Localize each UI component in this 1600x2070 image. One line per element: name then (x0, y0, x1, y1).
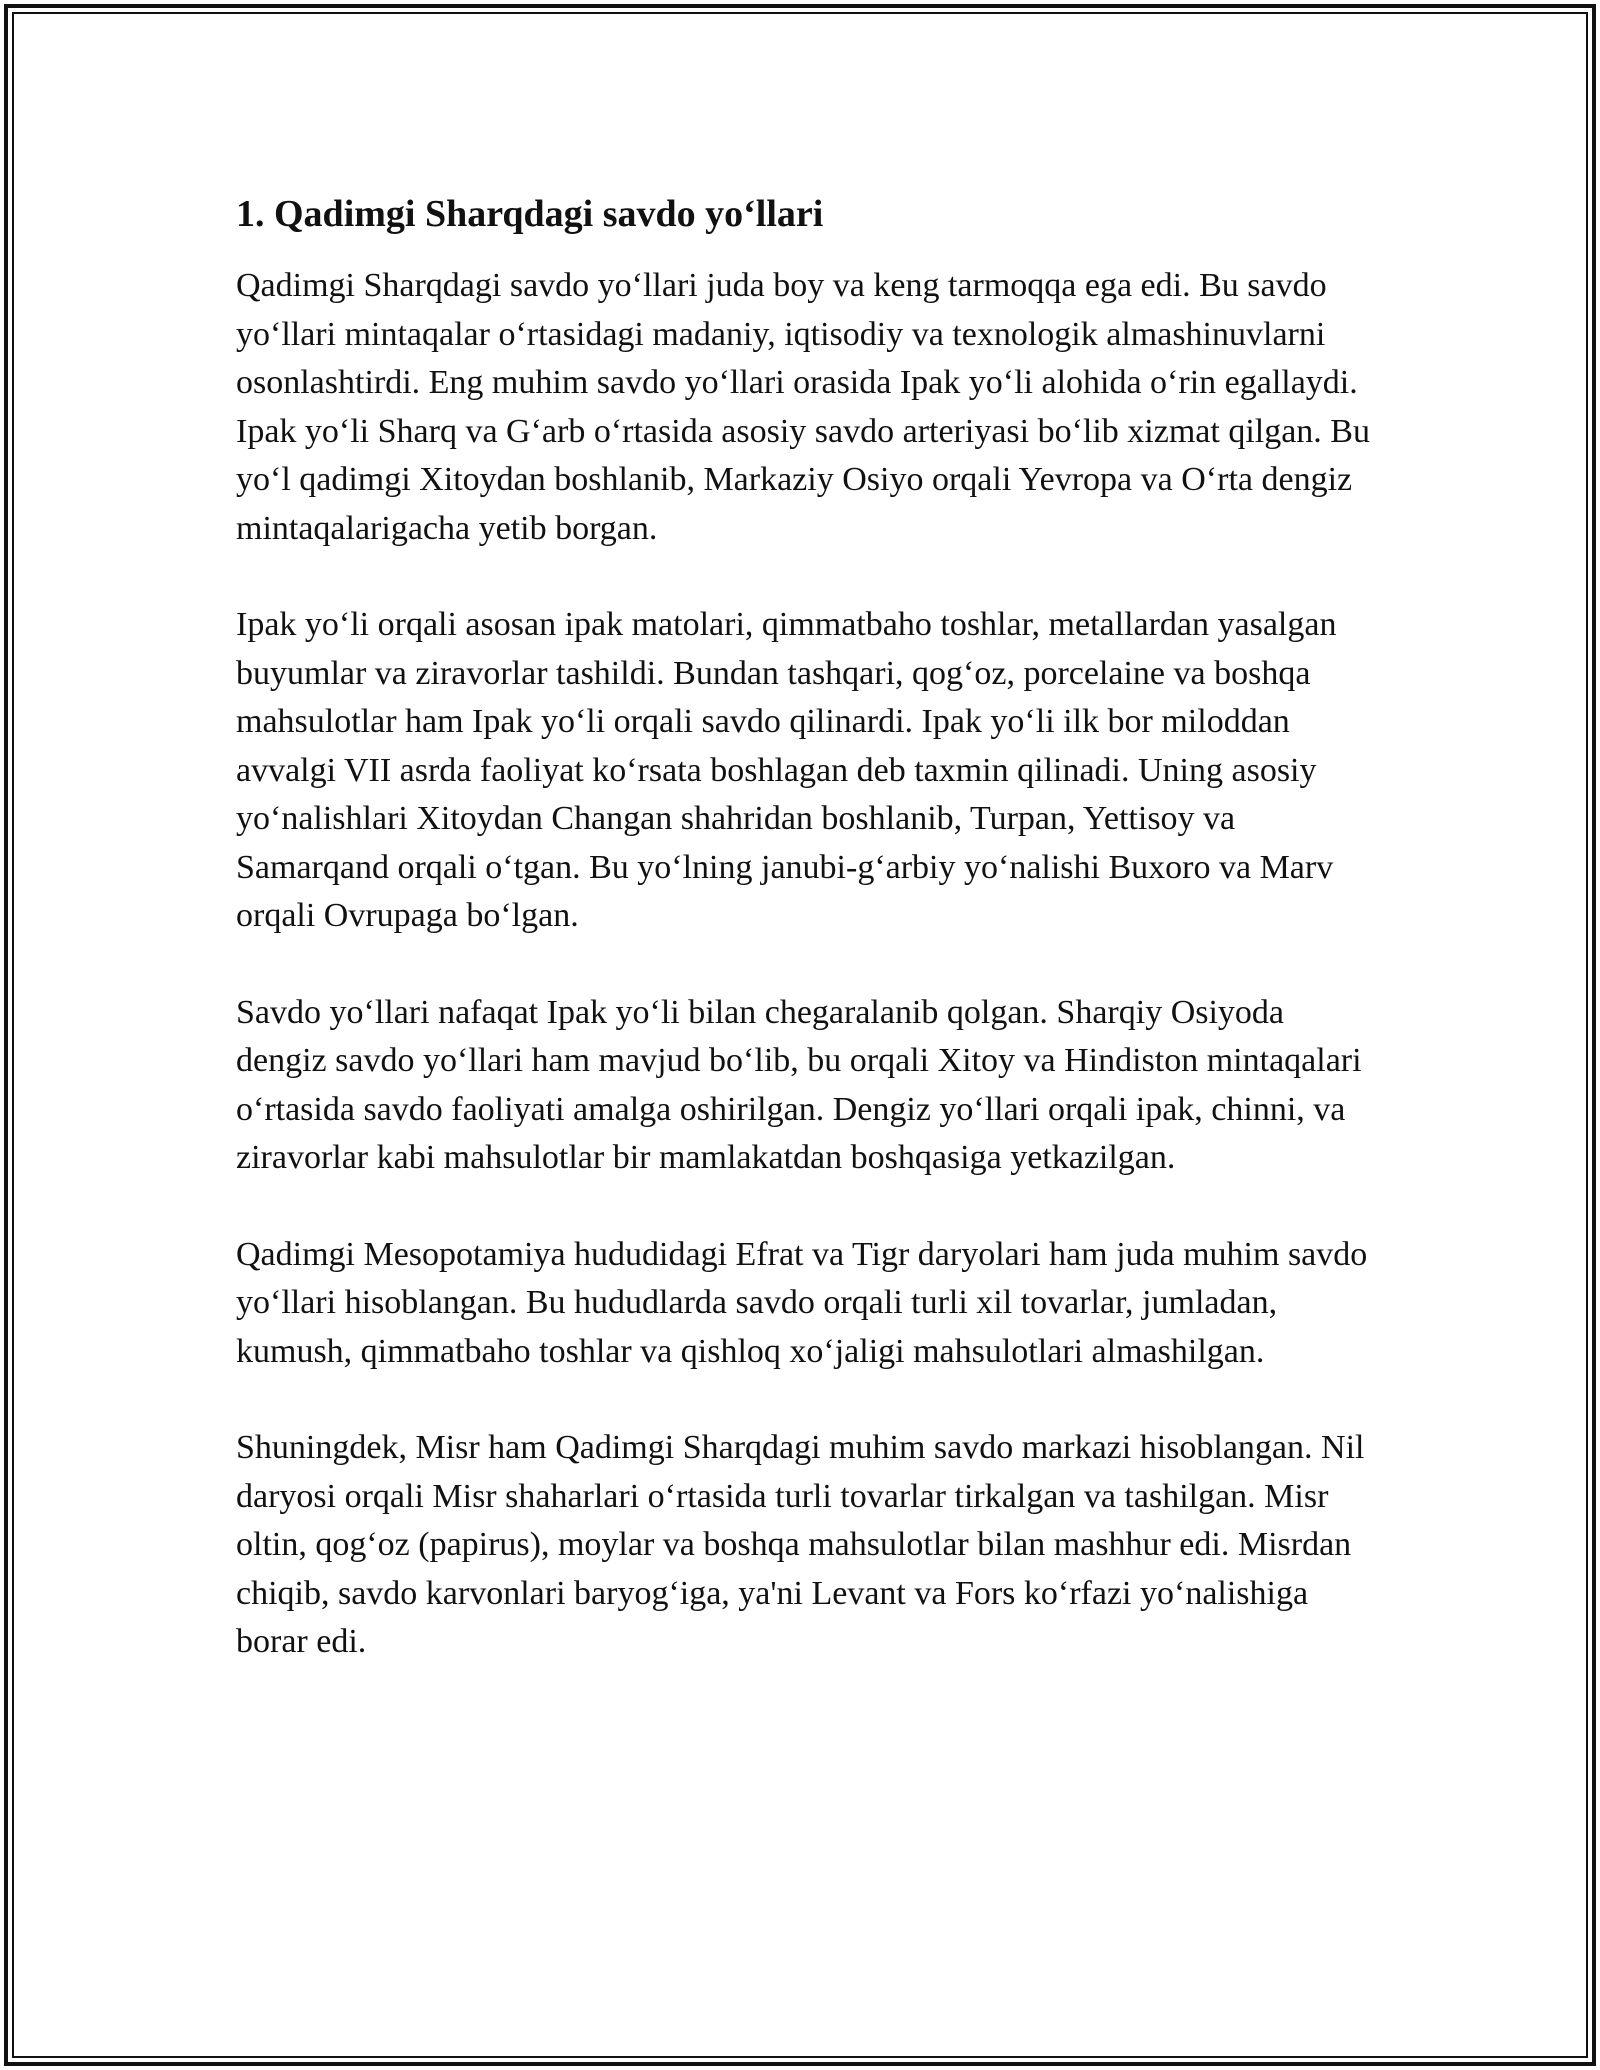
document-body (236, 186, 1376, 1715)
paragraph-3: Savdo yo‘llari nafaqat Ipak yo‘li bilan chegaralanib qolgan. Sharqiy Osiyoda dengiz savdo yo‘llari ham mavjud bo‘lib, bu orqali Xitoy va Hindiston mintaqalari o‘rtasida savdo faoliyati amalga oshirilgan. Dengiz yo‘llari orqali ipak, chinni, va ziravorlar kabi mahsulotlar bir mamlakatdan boshqasiga yetkazilgan. (236, 993, 1362, 1176)
paragraph-5: Shuningdek, Misr ham Qadimgi Sharqdagi muhim savdo markazi hisoblangan. Nil daryosi orqali Misr shaharlari o‘rtasida turli tovarlar tirkalgan va tashilgan. Misr oltin, qog‘oz (papirus), moylar va boshqa mahsulotlar bilan mashhur edi. Misrdan chiqib, savdo karvonlari baryog‘iga, ya'ni Levant va Fors ko‘rfazi yo‘nalishiga borar edi. (236, 1429, 1365, 1660)
paragraph-2: Ipak yo‘li orqali asosan ipak matolari, qimmatbaho toshlar, metallardan yasalgan buyumlar va ziravorlar tashildi. Bundan tashqari, qog‘oz, porcelaine va boshqa mahsulotlar ham Ipak yo‘li orqali savdo qilinardi. Ipak yo‘li ilk bor miloddan avvalgi VII asrda faoliyat ko‘rsata boshlagan deb taxmin qilinadi. Uning asosiy yo‘nalishlari Xitoydan Changan shahridan boshlanib, Turpan, Yettisoy va Samarqand orqali o‘tgan. Bu yo‘lning janubi-g‘arbiy yo‘nalishi Buxoro va Marv orqali Ovrupaga bo‘lgan. (236, 606, 1337, 934)
section-heading: 1. Qadimgi Sharqdagi savdo yo‘llari (236, 193, 824, 235)
paragraph-4: Qadimgi Mesopotamiya hududidagi Efrat va Tigr daryolari ham juda muhim savdo yo‘llari hisoblangan. Bu hududlarda savdo orqali turli xil tovarlar, jumladan, kumush, qimmatbaho toshlar va qishloq xo‘jaligi mahsulotlari almashilgan. (236, 1235, 1368, 1370)
paragraph-1: Qadimgi Sharqdagi savdo yo‘llari juda boy va keng tarmoqqa ega edi. Bu savdo yo‘llari mintaqalar o‘rtasidagi madaniy, iqtisodiy va texnologik almashinuvlarni osonlashtirdi. Eng muhim savdo yo‘llari orasida Ipak yo‘li alohida o‘rin egallaydi. Ipak yo‘li Sharq va G‘arb o‘rtasida asosiy savdo arteriyasi bo‘lib xizmat qilgan. Bu yo‘l qadimgi Xitoydan boshlanib, Markaziy Osiyo orqali Yevropa va O‘rta dengiz mintaqalarigacha yetib borgan. (236, 267, 1370, 547)
